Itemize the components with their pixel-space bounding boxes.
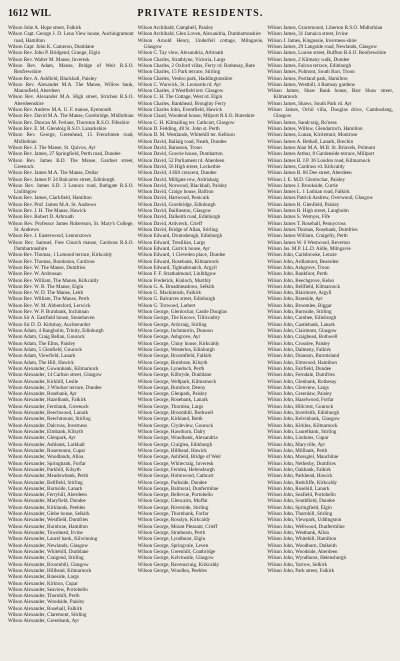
directory-entry: Wilson Alexander, Rosebank, Ayr [8, 391, 77, 398]
directory-entry: Wilson John, Braeside, Ayr [267, 296, 323, 303]
directory-entry: Wilson Rev. George, Greenhead, 15 Frenchmen road, Midlothian [8, 132, 134, 145]
directory-entry: Wilson Charles, Vesbro park, Haddingtonshire [137, 75, 233, 82]
directory-entry: Wilson John, Netherby, Dumfries [267, 460, 336, 467]
directory-entry: Wilson Rev. Samuel, Free Church manse, Cardross R.S.O. Dumbartonshire [8, 239, 134, 252]
directory-entry: Wilson David, Millgate row, Ardrishaig [137, 176, 219, 183]
directory-entry: Wilson George, Parkside, Dundee [137, 479, 207, 486]
directory-entry: Wilson Rev. J. H. The Manse, Hawick [8, 208, 87, 215]
page-title: PRIVATE RESIDENTS. [137, 8, 264, 19]
directory-entry: Wilson James B. J.P. 36 London road, Kilmarnock [267, 157, 371, 164]
directory-entry: Wilson James, Cardross rd. Kirkcaldy [267, 163, 345, 170]
directory-entry: Wilson Alexander, Rosehall, Falkirk [8, 605, 83, 612]
directory-entry: Wilson John, Fairfield, Dundee [267, 365, 332, 372]
directory-entry: Wilson George, Woodlea, Peebles [137, 567, 207, 574]
directory-entry: Wilson John, Southfield, Dundee [267, 498, 335, 505]
directory-entry: Wilson John, Broomlee, Biggar [267, 302, 332, 309]
directory-entry: Wilson Rev. A. Ashfield, Blackhall, Paisley [8, 75, 97, 82]
directory-entry: Wilson David, Ballaig road, Neath, Dundee [137, 138, 227, 145]
directory-entry: Wilson John, Clairmont, Glasgow [267, 328, 337, 334]
directory-entry: Wilson George, Craiglea, Edinburgh [137, 441, 213, 448]
directory-entry: Wilson James, Shaws, South Park rd. Ayr [267, 100, 352, 107]
directory-entry: Wilson James T. Rosehall, Pennycross [267, 220, 346, 227]
directory-entry: Wilson George, Wellpark, Kilmarnock [137, 378, 217, 385]
directory-entry: Wilson John, Craighead, Bothwell [267, 334, 338, 341]
directory-entry: Wilson John, Millbank, Perth [267, 447, 328, 454]
directory-entry: Wilson David, Craigo house, Balfron [137, 189, 214, 196]
directory-entry: Wilson Adam, The Elms, Paisley [8, 340, 76, 347]
directory-entry: Wilson Rev. Robert D. Arbroath [8, 214, 74, 221]
directory-entry: Wilson James, Willow, Glendarroch, Hamilton [267, 126, 363, 132]
directory-entry: Wilson Alexander, Springbank, Forfar [8, 460, 86, 467]
directory-entry: Wilson Alexander, Beechwood, Lanark [8, 410, 89, 417]
directory-entry: Wilson James B. 66 Dee street, Aberdeen [267, 170, 352, 177]
directory-entry: Wilson Alexander, Kirkhill, Leslie [8, 378, 79, 385]
directory-entry: Wilson John, Mossgiel, Mauchline [267, 454, 339, 461]
directory-entry: Wilson John, Whitehill, Hamilton [267, 536, 337, 543]
directory-entry: Wilson Alexander, Ferryhill, Aberdeen [8, 492, 87, 499]
directory-entry: Wilson Rev. Walter M. Manse, Inveresk [8, 56, 90, 63]
directory-entry: Wilson J. James, Kingussie, Inverness-shire [267, 37, 357, 44]
directory-entry: Wilson John A. Hope street, Falkirk [8, 25, 82, 31]
directory-entry: Wilson James J. Brookside, Currie [267, 182, 338, 189]
directory-entry: Wilson John, Glenview, Largs [267, 384, 329, 391]
directory-entry: Wilson Edward, Tighnabruaich, Argyll [137, 264, 217, 271]
directory-entry: Wilson James R. Glenfield, Paisley [267, 201, 340, 208]
directory-entry: Wilson Alexander, Fernbank, Greenock [8, 403, 89, 410]
directory-entry: Wilson Alexander, Townhead, Irvine [8, 530, 83, 536]
directory-entry: Wilson Alexander, Burnside, Lanark [8, 485, 83, 492]
directory-entry: Wilson C. Tay view, Alexandria, Arbroath [137, 50, 224, 57]
directory-entry: Wilson Rev. W. B. The Manse, Elgin [8, 283, 84, 290]
directory-entry: Wilson D. Fedding, 48 St. John st. Perth [137, 126, 220, 132]
directory-entry: Wilson Alexander, Laurel bank, Kilwinning [8, 536, 98, 543]
directory-entry: Wilson Alexander, 14 Carlton street, Glasgow [8, 372, 102, 379]
directory-entry: Wilson Sir A. Eastfield house, Stonehaven [8, 315, 95, 322]
directory-entry: Wilson Alexander, Ashbank, Larkhall [8, 441, 85, 448]
directory-entry: Wilson George, Lyndhurst, Elgin [137, 536, 206, 543]
directory-entry: Wilson John, Ardlamont, Bearsden [267, 258, 339, 265]
directory-entry: Wilson John, Woodburn, Dalkeith [267, 542, 337, 549]
directory-entry: Wilson John, Dunearn, Burntisland [267, 353, 340, 360]
directory-entry: Wilson George, Burnbrae, Kilsyth [137, 359, 208, 366]
directory-entry: Wilson John, Greenlaw, Paisley [267, 391, 333, 398]
directory-entry: Wilson Adam, 4 Bangholm, Trinity, Edinburgh [8, 328, 104, 334]
directory-entry: Wilson Rev. W. D. The Manse, Leith [8, 290, 84, 297]
directory-entry: Wilson George, Riverside, Stirling [137, 504, 209, 511]
directory-entry: Wilson Rev. Adam, Manse, Bridge of Weir R.S.O. Renfrewshire [8, 62, 134, 76]
directory-entry: Wilson Charles, Strathlyne, Victoria, Largs [137, 56, 226, 63]
directory-entry: Wilson Alexander, Burnbrae, Hamilton [8, 523, 88, 530]
directory-entry: Wilson Rev. W. The Manse, Dumfries [8, 264, 86, 271]
directory-entry: Wilson David, 4 Hill crescent, Dundee [137, 170, 217, 177]
directory-entry: Wilson John, Woodside, Aberdeen [267, 548, 338, 555]
directory-entry: Wilson Archibald, Campbell, Paisley [137, 25, 214, 31]
directory-entry: Wilson Alexander, Craigend, Stirling [8, 555, 84, 562]
columns [8, 25, 393, 661]
directory-entry: Wilson James, Portland park, Hamilton [267, 75, 348, 82]
directory-entry: Wilson George, Burnfoot, Denny [137, 384, 206, 391]
directory-entry: Wilson G. Balcarres street, Edinburgh [137, 296, 216, 303]
directory-entry: Wilson John, Hazelwood, Forfar [267, 397, 334, 404]
directory-entry: Wilson Edward, 1 Cleveden place, Dundee [137, 252, 226, 259]
directory-entry: Wilson David, Gowrie house, Dumbarton [137, 151, 223, 158]
directory-entry: Wilson John, Dalmeny, Falkirk [267, 346, 331, 353]
directory-entry: Wilson George, Rosslyn, Kirkcaldy [137, 517, 211, 524]
directory-entry: Wilson David, Gorebridge, Edinburgh [137, 201, 216, 208]
directory-entry: Wilson Alexander, Kirklands, Peebles [8, 504, 86, 511]
directory-entry: Wilson John, Lindores, Cupar [267, 435, 329, 442]
directory-entry: Wilson Claud, Woodend house, Milport R.S.O. Buteshire [137, 113, 255, 120]
directory-entry: Wilson David, Hartwood, Penicuik [137, 195, 210, 202]
directory-entry: Wilson D. M. Westlands, Whitehill ter. Kelburn [137, 132, 235, 139]
directory-entry: Wilson Rev. James, Clarkfield, Hamilton [8, 195, 92, 202]
directory-entry: Wilson James Patrick Andrew, Overwood, Glasgow [267, 195, 374, 202]
directory-entry: Wilson Rev. James M.A. The Manse, Dollar [8, 170, 99, 177]
directory-entry: Wilson George, Ashgrove, Ayr [137, 334, 201, 341]
directory-entry: Wilson John, Blairmore, Argyll [267, 290, 332, 297]
directory-entry: Wilson Alexander, Glenpark, Ayr [8, 435, 76, 442]
directory-entry: Wilson George, Kilbryde, Dunblane [137, 372, 212, 379]
directory-entry: Wilson Edward, Tresillian, Largs [137, 239, 206, 246]
directory-entry: Wilson George, Westerlea, Edinburgh [137, 346, 215, 353]
directory-entry: Wilson James S. Wemyss, Fife [267, 214, 331, 221]
directory-entry: Wilson Alexander, Kirkton, Cupar [8, 580, 78, 587]
directory-entry: Wilson Rev. James, 27 Springfield, Perth road, Dundee [8, 151, 121, 158]
directory-entry: Wilson Adam, The Hill, Hawick [8, 359, 74, 366]
directory-entry: Wilson Rev. William, The Manse, Kirkcaldy [8, 277, 99, 284]
directory-entry: Wilson John, Bellfield, Kilmarnock [267, 283, 340, 290]
directory-entry: Wilson John, Elmwood, Hamilton [267, 359, 337, 366]
directory-entry: Wilson George, Ardcraig, Stirling [137, 321, 207, 328]
directory-entry: Wilson David, Baillieston, Glasgow [137, 208, 212, 215]
directory-entry: Wilson George, Hillhead, Hawick [137, 447, 207, 454]
directory-entry: Wilson George, Kelvinside, Glasgow [137, 555, 214, 562]
directory-entry: Wilson Jas. M.P. LL.D. Aidie, Milngavie [267, 245, 351, 252]
directory-entry: Wilson James, Lunan, Kirriemuir, Montrose [267, 132, 358, 139]
directory-entry: Wilson James L. 1 Lothian road, Falkirk [267, 189, 350, 196]
directory-entry: Wilson Adam, Viewfield, Lanark [8, 353, 76, 360]
directory-entry: Wilson David, Bridge of Allan, Stirling [137, 227, 218, 233]
directory-entry: Wilson Adam, 5 Glenfield, Gourock [8, 346, 82, 353]
directory-entry: Wilson Arnold Henry, Underfell cottage, Milngavie, Glasgow [137, 37, 264, 50]
directory-entry: Wilson David, Norwood, Blackhall, Paisley [137, 182, 228, 189]
directory-entry: Wilson David, Ardvreck, Crieff [137, 220, 203, 227]
directory-entry: Wilson Rev. Andrew M.A. U. F. manse, Eyemouth [8, 107, 112, 114]
directory-entry: Wilson Rev. Thomas, 1 Lomond terrace, Kirkcaldy [8, 252, 113, 259]
directory-entry: Wilson Rev. Prof. James M.A. St. Andrews [8, 201, 97, 208]
directory-entry: Wilson Alexander, Greenbank, Ayr [8, 618, 80, 625]
directory-entry: Wilson James A. Bethall, Lanark, Brechin [267, 138, 354, 145]
directory-entry: Wilson John, Ashgrove, Troon [267, 264, 330, 271]
directory-entry: Wilson Edward, Rosebank, Kilmarnock [137, 258, 219, 265]
directory-entry: Wilson Charles, 2 Oxford villas, Ferry rd. Rothesay, Bute [137, 62, 255, 69]
directory-entry: Wilson Rev. Thomas, Brankston, Cardross [8, 258, 95, 265]
directory-entry: Wilson John, Bankfoot, Perth [267, 271, 328, 278]
directory-entry: Wilson Rev. Alexander M.A. High street, Strichen R.S.O. Aberdeenshire [8, 94, 134, 107]
directory-entry: Wilson George, Springvale, Leven [137, 542, 209, 549]
directory-entry: Wilson Edward, Drumsheugh, Edinburgh [137, 233, 223, 240]
directory-entry: Wilson James William, Craigelly, Perth [267, 233, 348, 240]
directory-entry: Wilson John, Carnbee, Edinburgh [267, 315, 337, 322]
directory-entry: Wilson Rev. Duncan M. Ferlane, Thornton R.S.O. Fifeshire [8, 119, 130, 126]
directory-entry: Wilson Rev. James B.D. The Manse, Gardner street, Greenock [8, 157, 134, 170]
directory-entry: Wilson James W. 6 Westwood, Beverton [267, 239, 350, 246]
directory-entry: Wilson G. A. Broadmeadows, Selkirk [137, 283, 215, 290]
directory-entry: Wilson George, Clydeview, Gourock [137, 422, 214, 429]
directory-entry: Wilson John, Parkhead, Hawick [267, 473, 333, 480]
directory-entry: Wilson John, Yarrow, Selkirk [267, 561, 328, 568]
directory-entry: Wilson George, Glencairn, Moffat [137, 498, 208, 505]
directory-entry: Wilson George, Balmoral, Dunfermline [137, 485, 219, 492]
directory-entry: Wilson George, Broomhill, Bothwell [137, 410, 214, 417]
directory-entry: Wilson G. Mackintosh, Falkirk [137, 290, 201, 297]
directory-entry: Wilson John, Wellwood, Dunfermline [267, 523, 345, 530]
directory-entry: Wilson George, Glenpark, Paisley [137, 391, 208, 398]
directory-entry: Wilson George, Bellevue, Portobello [137, 492, 213, 499]
directory-entry: Wilson Rev. John P. Bridgend, Grange, Elgin [8, 50, 100, 57]
directory-entry: Wilson James Arthur, 8 Gardenside terrace, Millport [267, 151, 375, 158]
directory-entry: Wilson Alexander, Hazelbank, Falkirk [8, 397, 87, 404]
directory-entry: Wilson George, The Knowe, Tillicoultry [137, 315, 221, 322]
directory-entry: Wilson John, Thornhill, Stirling [267, 511, 333, 518]
directory-entry: Wilson George, Inchmurrin, Dunoon [137, 328, 213, 334]
directory-entry: Wilson James Thomas, Rosebank, Dumfries [267, 227, 358, 233]
column-middle [138, 25, 264, 661]
directory-entry: Wilson James, Shaw Bank house, Barr Shaw street, Kilmarnock [267, 88, 393, 101]
directory-entry: Wilson Alexander, Beechmount, Stirling [8, 416, 91, 423]
directory-entry: Wilson John, Ferndale, Dumfries [267, 372, 335, 379]
directory-entry: Wilson Rev. James P. 24 Balcarres street, Edinburgh [8, 176, 115, 183]
directory-entry: Wilson C. Warwick, St. Leonards rd. Ayr [137, 81, 222, 88]
directory-entry: Wilson David, Dalkeith road, Edinburgh [137, 214, 221, 221]
directory-entry: Wilson George, Broomfield, Falkirk [137, 353, 212, 360]
directory-entry: Wilson George, Kirkland, Beith [137, 416, 203, 423]
directory-entry: Wilson Rev. W. Ardrossan [8, 271, 62, 278]
directory-entry: Wilson Alexander, Gowanbank, Kilmarnock [8, 365, 99, 372]
directory-entry: Wilson Alexander, Elmbank, Kilsyth [8, 429, 83, 435]
directory-entry: Wilson Rev. W. P. Burnbank, Inchinnan [8, 309, 89, 316]
directory-entry: Wilson John, Inverleith, Edinburgh [267, 410, 340, 417]
directory-entry: Wilson George, Whitecraig, Inveresk [137, 460, 214, 467]
directory-entry: Wilson Rev. E. M. Glendoig R.S.O. Lanarkshire [8, 126, 107, 132]
column-right [267, 25, 393, 661]
directory-entry: Wilson Rev. James S.D. 3 Lennox road, Bathgate R.S.O. Linlithgow [8, 182, 134, 196]
directory-entry: Wilson C. H. Kilmailing ter. Cathcart, Glasgow [137, 119, 235, 126]
directory-entry: Wilson John, Beechgrove, Kelso [267, 277, 335, 284]
directory-entry: Wilson George, Greenhill, Coatbridge [137, 548, 216, 555]
directory-entry: Wilson John, Crosslee, Paisley [267, 340, 331, 347]
directory-entry: Wilson F. F. Strathalmond, Linlithgow [137, 271, 217, 278]
directory-entry: Wilson Alexander, Claremont, Stirling [8, 612, 87, 619]
directory-entry: Wilson John, Oakbank, Falkirk [267, 466, 331, 473]
directory-entry: Wilson Rev. J. The Manse, St. Quivox, Ayr [8, 144, 96, 151]
directory-entry: Wilson Sir D. D. Kirkmay, Auchterarder [8, 321, 91, 328]
column-left [8, 25, 134, 661]
directory-entry: Wilson George, Fernlea, Helensburgh [137, 466, 215, 473]
directory-entry: Wilson James, Polmont, South Barr, Troon [267, 69, 355, 76]
directory-entry: Wilson J. E. M.D. Glenlochar, Paisley [267, 176, 346, 183]
directory-entry: Wilson Alexander, Westfield, Dumfries [8, 517, 89, 524]
directory-entry: Wilson John, Seafield, Portobello [267, 492, 336, 499]
directory-entry: Wilson John, Laurelbank, Stirling [267, 429, 337, 435]
directory-entry: Wilson Alexander, Maryfield, Dundee [8, 498, 86, 505]
directory-entry: Wilson John, Viewpark, Uddingston [267, 517, 342, 524]
directory-entry: Wilson John, Maryville, Ayr [267, 441, 326, 448]
directory-entry: Wilson Rev. Professor James Robertson, St. Mary's College, St. Andrews [8, 220, 134, 233]
page-number: 1612 WIL [8, 8, 51, 19]
directory-entry: Wilson James, Ochil villa, Douglas drive, Cambuslang, Glasgow [267, 107, 393, 120]
directory-entry: Wilson Alexander, Braeside, Largs [8, 574, 79, 581]
directory-entry: Wilson Rev. Alexander M.A. The Manse, Willow bank, Mannofield, Aberdeen [8, 81, 134, 95]
directory-entry: Wilson George, Rosebank, Lanark [137, 397, 208, 404]
directory-entry: Wilson Rev. J. Easterwood, Lennoxtown [8, 233, 92, 240]
directory-entry: Wilson James, Louise street, Buffton R.S.O. Renfrewshire [267, 50, 387, 57]
directory-entry: Wilson John, Westbank, Alloa [267, 530, 329, 536]
directory-entry: Wilson Frederick, Kinloch, Murthly [137, 277, 212, 284]
directory-entry: Wilson James, Falcon terrace, Edinburgh [267, 62, 352, 69]
directory-entry: Wilson Rev. William, The Manse, Perth [8, 296, 90, 303]
directory-entry: Wilson John, Springfield, Elgin [267, 504, 332, 511]
page-header [8, 8, 393, 22]
directory-entry: Wilson John, Castlebank, Lanark [267, 321, 335, 328]
directory-entry: Wilson Alexander, Dalcross, Inverness [8, 422, 87, 429]
directory-entry: Wilson C. H. The Cottage, West rd. Elgin [137, 94, 223, 101]
directory-entry: Wilson John, Wyndhurst, Helensburgh [267, 555, 347, 562]
directory-entry: Wilson Rev. W. M. Abbotsford, Lerwick [8, 302, 91, 309]
directory-entry: Wilson Rev. David M.A. The Manse, Gorebridge, Midlothian [8, 113, 134, 120]
directory-entry: Wilson Alexander, Seaview, Portobello [8, 586, 88, 593]
directory-entry: Wilson James, Westhill, 4 Ramsay gardens [267, 81, 355, 88]
directory-entry: Wilson Charles, 15 Park terrace, Stirling [137, 69, 221, 76]
directory-entry: Wilson David, Barasson, Troon [137, 144, 202, 151]
directory-entry: Wilson James Alan M.A. M.B. St. Briavels, Polmont [267, 144, 376, 151]
directory-entry: Wilson Alexander, Glebe house, Selkirk [8, 511, 90, 518]
directory-entry: Wilson George, Ashfield, Bridge of Weir [137, 454, 222, 461]
directory-entry: Wilson John, Redcliffe, Kirkcaldy [267, 479, 338, 486]
directory-entry: Wilson John, Rosehill, Lanark [267, 485, 330, 492]
directory-entry: Wilson George, Mount Pleasant, Crieff [137, 523, 218, 530]
directory-entry: Wilson Alexander, Hillhead, Kilmarnock [8, 567, 92, 574]
directory-entry: Wilson James, Gracemount, Liberton R.S.O. Midlothian [267, 25, 383, 31]
directory-entry: Wilson Alexander, Broomhill, Glasgow [8, 561, 89, 568]
directory-entry: Wilson John, Kirklea, Kilmarnock [267, 422, 338, 429]
directory-entry: Wilson James, Sandcraig, Bo'ness [267, 119, 337, 126]
directory-entry: Wilson George, Strathearn, Perth [137, 530, 206, 536]
directory-entry: Wilson John, Kelvinbank, Glasgow [267, 416, 340, 423]
directory-entry: Wilson George, Woodbank, Alexandria [137, 435, 218, 442]
directory-entry: Wilson James, 2 Kilmany walk, Dundee [267, 56, 350, 63]
directory-entry: Wilson George, Ravenscraig, Kirkcaldy [137, 561, 219, 568]
directory-entry: Wilson John, Park street, Falkirk [267, 567, 335, 574]
directory-entry: Wilson Alexander, Bellfield, Stirling [8, 479, 83, 486]
directory-entry: Wilson David, 56 High street, Lockerbie [137, 163, 221, 170]
directory-entry: Wilson Edward, Carrick house, Ayr [137, 245, 210, 252]
directory-entry: Wilson John, Carisbrooke, Lenzie [267, 252, 337, 259]
directory-entry: Wilson Capt. John K. Cameron, Dunblane [8, 43, 95, 50]
directory-entry: Wilson Alexander, Woodlands, Alloa [8, 454, 84, 461]
directory-entry: Wilson George, Cluny house, Kirkcaldy [137, 340, 220, 347]
directory-entry: Wilson James R. High street, Langholm [267, 208, 349, 215]
directory-entry: Wilson G. Torwood, Larbert [137, 302, 196, 309]
directory-entry: Wilson Capt. George J. D. Lena View house, Auchingramont road, Hamilton [8, 31, 134, 44]
directory-entry: Wilson Alexander, Woodside, Paisley [8, 599, 85, 606]
directory-entry: Wilson Charles John, Eventfield, Hawick [137, 107, 223, 114]
directory-entry: Wilson Alexander, Parkhill, Kilsyth [8, 466, 81, 473]
directory-entry: Wilson Adam, Craig Bellan, Gourock [8, 334, 85, 341]
directory-entry: Wilson George, Thornbank, Forfar [137, 511, 209, 518]
directory-entry: Wilson George, Glenlochar, Castle Douglas [137, 309, 227, 316]
directory-entry: Wilson Alexander, Meadowbank, Perth [8, 473, 89, 480]
directory-entry: Wilson George, Lynedoch, Perth [137, 365, 205, 372]
directory-entry: Wilson George, Thornlea, Largs [137, 403, 204, 410]
directory-entry: Wilson James, 31 Jamaica street, Irvine [267, 31, 348, 38]
directory-entry: Wilson Alexander, 3 Windsor terrace, Dundee [8, 384, 102, 391]
directory-entry: Wilson James, 29 Langside road, Newlands, Glasgow [267, 43, 378, 50]
directory-entry: Wilson Charles, 4 Westfield terr. Glasgow [137, 88, 224, 95]
directory-entry: Wilson Alexander, Newlands, Glasgow [8, 542, 89, 549]
directory-entry: Wilson Charles, Bankhead, Broughty Ferry [137, 100, 227, 107]
directory-entry: Wilson George, Hawthorn, Dalry [137, 429, 206, 435]
directory-entry: Wilson John, Burnside, Stirling [267, 309, 332, 316]
directory-entry: Wilson John, Glenbank, Rothesay [267, 378, 337, 385]
directory-entry: Wilson John, Hillcrest, Gourock [267, 403, 334, 410]
directory-entry: Wilson Archibald, Glen Loven, Alexandria, Dumbartonshire [137, 31, 261, 38]
directory-entry: Wilson George, Holmwood, Cathcart [137, 473, 214, 480]
directory-entry: Wilson Alexander, Whitehill, Dunblane [8, 548, 89, 555]
directory-entry: Wilson David, 52 Parliament rd. Aberdeen [137, 157, 225, 164]
directory-entry: Wilson Alexander, Rosemount, Cupar [8, 447, 86, 454]
directory-entry: Wilson Alexander, Thornhill, Perth [8, 593, 80, 600]
